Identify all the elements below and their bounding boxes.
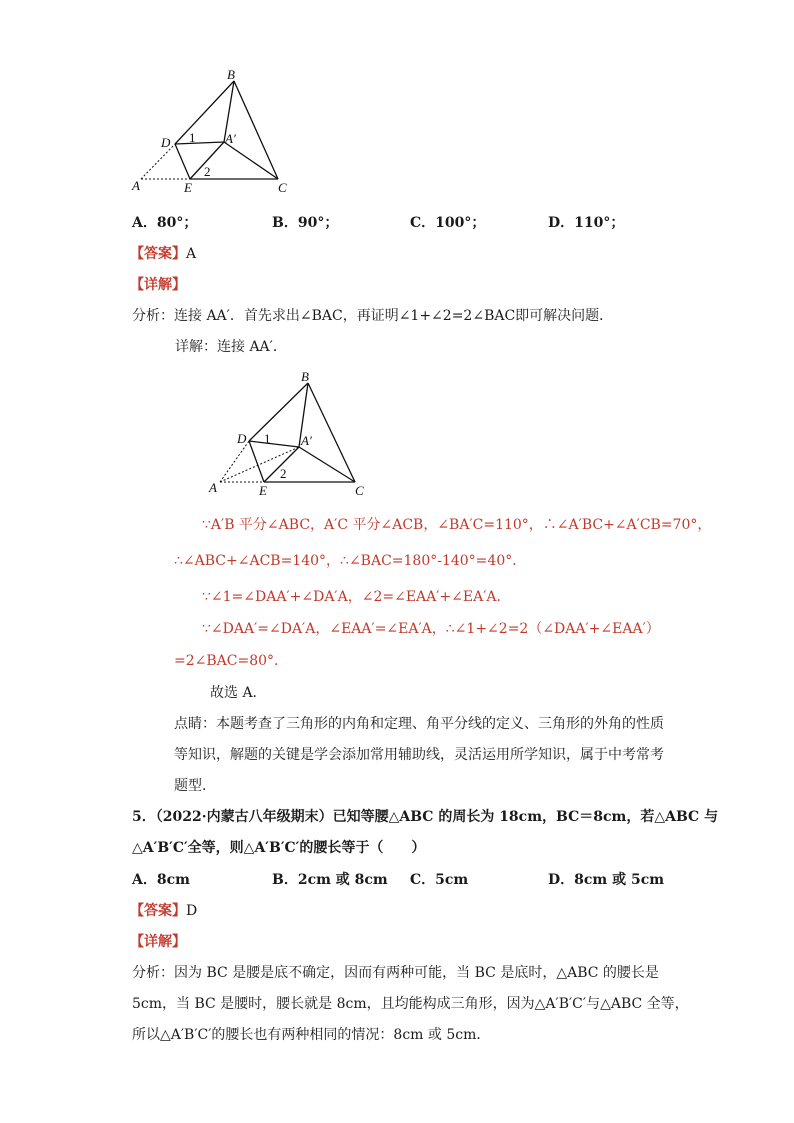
q4-comment-line-1: 点睛：本题考查了三角形的内角和定理、角平分线的定义、三角形的外角的性质 — [174, 716, 664, 732]
q5-option-c: C．5cm — [410, 872, 469, 888]
label-A-prime: A′ — [225, 131, 236, 146]
label-C: C — [278, 180, 287, 195]
q4-detail-intro: 详解：连接 AA′． — [175, 339, 287, 355]
label-angle-1: 1 — [264, 431, 271, 446]
answer-tag: 【答案】 — [130, 903, 186, 919]
label-A: A — [132, 178, 140, 193]
label-E: E — [184, 180, 192, 195]
q4-option-b: B．90°； — [272, 215, 339, 231]
q5-detail-tag: 【详解】 — [130, 934, 186, 950]
q4-answer — [130, 243, 196, 263]
q5-option-b: B．2cm 或 8cm — [272, 872, 388, 888]
q5-stem-line-1: 5．（2022·内蒙古八年级期末）已知等腰△ABC 的周长为 18cm，BC＝8cm，若△ABC 与 — [132, 809, 719, 825]
q4-comment-line-3: 题型． — [174, 778, 216, 794]
triangle-figure-2 — [200, 366, 380, 501]
q5-option-d: D．8cm 或 5cm — [548, 872, 665, 888]
answer-value: A — [186, 246, 197, 262]
q4-comment-line-2: 等知识，解题的关键是学会添加常用辅助线，灵活运用所学知识，属于中考常考 — [174, 747, 664, 763]
label-B: B — [301, 369, 309, 384]
q4-detail-tag: 【详解】 — [130, 277, 186, 293]
label-angle-2: 2 — [280, 466, 287, 481]
q4-proof-line-4: ∵∠DAA′=∠DA′A，∠EAA′=∠EA′A，∴∠1+∠2=2（∠DAA′+∠EAA′） — [202, 621, 660, 637]
q5-analysis-line-1: 分析：因为 BC 是腰是底不确定，因而有两种可能，当 BC 是底时，△ABC 的腰长是 — [132, 965, 659, 981]
q4-proof-line-5: =2∠BAC=80°． — [174, 653, 289, 669]
q5-stem-line-2: △A′B′C′全等，则△A′B′C′的腰长等于（ ） — [132, 840, 426, 856]
answer-value: D — [186, 903, 198, 919]
q4-proof-line-2: ∴∠ABC+∠ACB=140°，∴∠BAC=180°-140°=40°． — [174, 553, 527, 569]
label-A: A — [209, 480, 217, 495]
triangle-figure-1 — [128, 64, 298, 199]
q4-option-a: A．80°； — [132, 215, 198, 231]
label-angle-1: 1 — [189, 130, 196, 145]
q5-option-a: A．8cm — [132, 872, 190, 888]
q5-analysis-line-2: 5cm，当 BC 是腰时，腰长就是 8cm，且均能构成三角形，因为△A′B′C′与△ABC 全等， — [132, 996, 689, 1012]
q5-analysis-line-3: 所以△A′B′C′的腰长也有两种相同的情况：8cm 或 5cm． — [132, 1027, 491, 1043]
label-D: D — [161, 135, 171, 150]
label-D: D — [237, 431, 247, 446]
q4-conclusion: 故选 A． — [210, 685, 267, 701]
q5-answer — [130, 900, 197, 920]
q4-option-d: D．110°； — [548, 215, 625, 231]
q4-proof-line-3: ∵∠1=∠DAA′+∠DA′A，∠2=∠EAA′+∠EA′A． — [202, 589, 511, 605]
answer-tag: 【答案】 — [130, 246, 186, 262]
q4-option-c: C．100°； — [410, 215, 486, 231]
label-angle-2: 2 — [204, 164, 211, 179]
label-B: B — [227, 67, 235, 82]
label-E: E — [259, 483, 267, 498]
label-A-prime: A′ — [301, 433, 312, 448]
q4-analysis: 分析：连接 AA′．首先求出∠BAC，再证明∠1+∠2=2∠BAC即可解决问题． — [132, 308, 614, 324]
label-C: C — [355, 483, 364, 498]
q4-proof-line-1: ∵A′B 平分∠ABC，A′C 平分∠ACB，∠BA′C=110°，∴∠A′BC+∠A′CB=70°， — [202, 517, 712, 533]
